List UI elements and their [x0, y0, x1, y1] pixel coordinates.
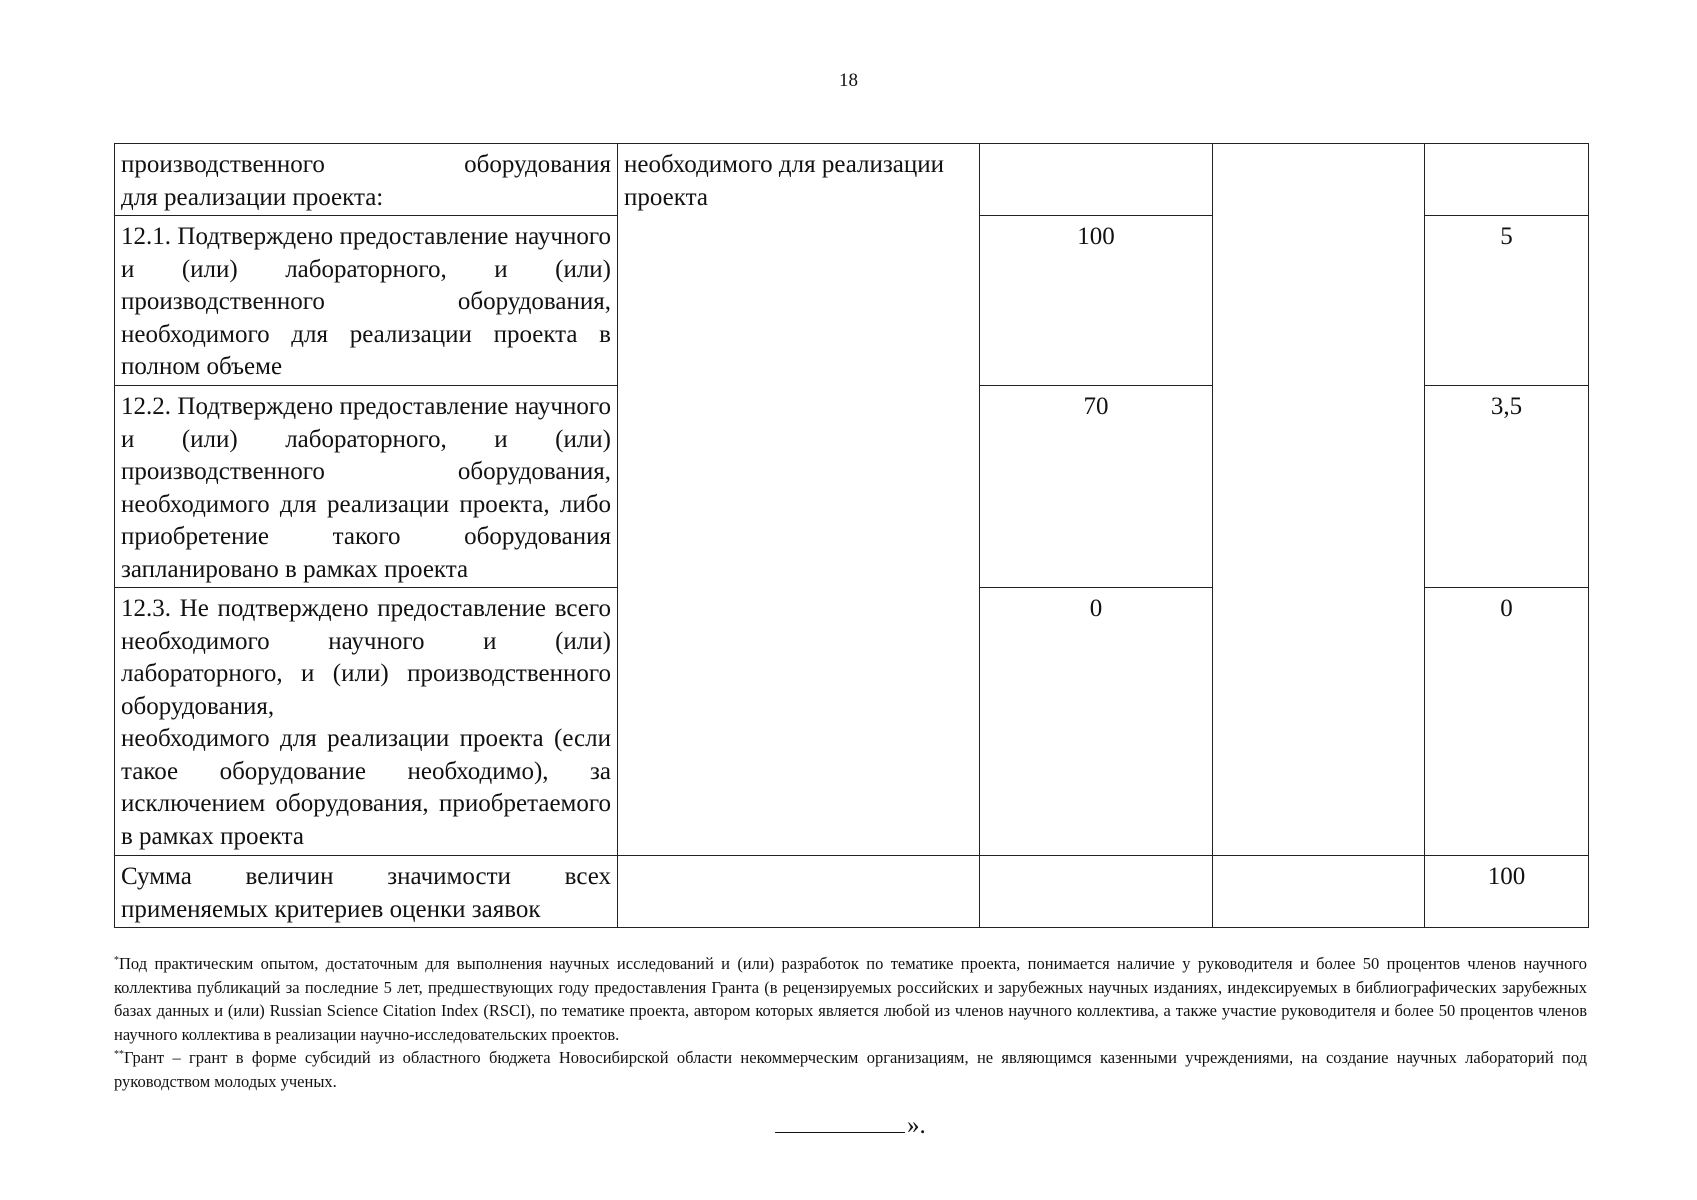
footnote-text: Под практическим опытом, достаточным для выполнения научных исследований и (или) разработок по тематике проекта, понимается наличие у руководителя и более 50 процентов членов научного коллектива публикаций за последние 5 лет, предшествующих году предоставления Гранта (в рецензируемых российских и зарубежных научных изданиях, индексируемых в библиографических зарубежных базах данных и (или) Russian Science Citation Index (RSCI), по тематике проекта, автором которых является любой из членов научного коллектива, а также участие руководителя и более 50 процентов членов научного коллектива в реализации научно-исследовательских проектов.	[114, 954, 1587, 1044]
criterion-cell	[115, 386, 618, 588]
score-cell: 5	[1425, 216, 1589, 386]
weight-cell	[1213, 144, 1425, 856]
criterion-lead: 12.2. Подтверждено предоставление научного и (или) лабораторного, и (или) производственного оборудования,	[121, 393, 611, 485]
table-row	[115, 144, 1589, 216]
value-cell	[980, 856, 1213, 928]
total-row	[115, 856, 1589, 928]
score-cell: 3,5	[1425, 386, 1589, 588]
page-number: 18	[839, 70, 858, 91]
criteria-table	[114, 143, 1589, 928]
value-cell	[980, 144, 1213, 216]
blank-line	[775, 1112, 905, 1133]
criterion-rest: необходимого для реализации проекта в полном объеме	[121, 320, 611, 380]
description-text: необходимого для реализации проекта	[624, 151, 944, 211]
value-cell: 70	[980, 386, 1213, 588]
description-cell	[618, 144, 980, 856]
criterion-cell	[115, 144, 618, 216]
weight-cell	[1213, 856, 1425, 928]
value-cell: 100	[980, 216, 1213, 386]
score-cell	[1425, 144, 1589, 216]
criterion-lead: 12.1. Подтверждено предоставление научного и (или) лабораторного, и (или) производственного оборудования,	[121, 223, 611, 315]
criterion-cell	[115, 216, 618, 386]
total-label-cell	[115, 856, 618, 928]
closing-mark	[775, 1112, 926, 1140]
score-cell: 0	[1425, 588, 1589, 856]
value-cell: 0	[980, 588, 1213, 856]
total-score-cell: 100	[1425, 856, 1589, 928]
footnote-mark: **	[114, 1049, 124, 1060]
criterion-rest: необходимого для реализации проекта (если такое оборудование необходимо), за исключением оборудования, приобретаемого в рамках проекта	[121, 725, 611, 850]
footnote-text: Грант – грант в форме субсидий из областного бюджета Новосибирской области некоммерческим организациям, не являющимся казенными учреждениями, на создание научных лабораторий под руководством молодых ученых.	[114, 1048, 1587, 1091]
description-cell	[618, 856, 980, 928]
footnote-mark: *	[114, 955, 119, 966]
criterion-cell	[115, 588, 618, 856]
criterion-lead: 12.3. Не подтверждено предоставление всего необходимого научного и (или) лабораторного, и (или) производственного оборудования,	[121, 595, 611, 720]
closing-quote: ».	[907, 1112, 926, 1139]
footnote-1	[114, 952, 1587, 1046]
footnotes	[114, 952, 1587, 1093]
footnote-2	[114, 1046, 1587, 1093]
criterion-line: для реализации проекта:	[121, 183, 384, 211]
criterion-rest: необходимого для реализации проекта, либо приобретение такого оборудования запланировано в рамках проекта	[121, 490, 611, 583]
total-label: Сумма величин значимости всех применяемых критериев оценки заявок	[121, 863, 611, 923]
criterion-line: производственного оборудования	[121, 151, 611, 178]
